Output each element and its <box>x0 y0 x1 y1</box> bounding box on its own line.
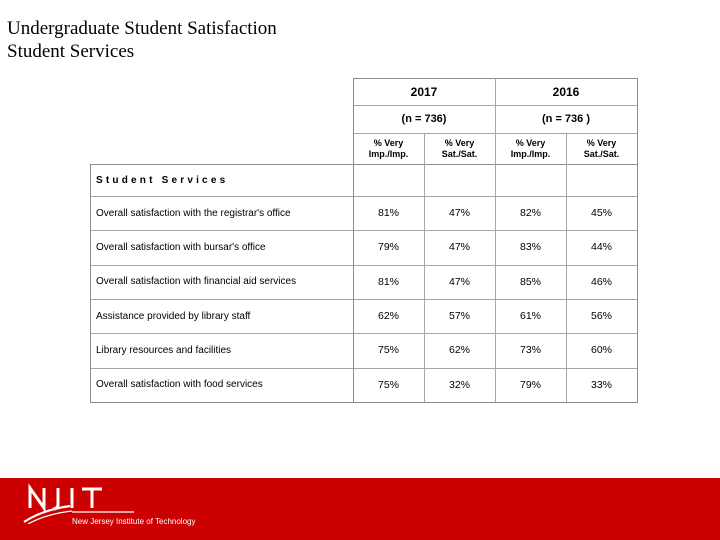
row-value: 79% <box>377 241 399 254</box>
row-value: 47% <box>448 241 470 254</box>
row-value: 83% <box>519 241 541 254</box>
grid-line <box>637 78 638 402</box>
grid-line <box>90 230 638 231</box>
grid-line <box>90 164 91 402</box>
row-label: Overall satisfaction with financial aid services <box>96 276 297 288</box>
row-value: 62% <box>448 344 470 357</box>
row-value: 61% <box>519 310 541 323</box>
logo-subtitle: New Jersey Institute of Technology <box>72 517 196 526</box>
grid-line <box>90 265 638 266</box>
row-label: Overall satisfaction with the registrar's office <box>96 207 291 219</box>
row-value: 82% <box>519 207 541 220</box>
row-value: 44% <box>590 241 612 254</box>
col-header-2016-importance: % Very Imp./Imp. <box>510 137 551 159</box>
n-2017: (n = 736) <box>401 113 447 125</box>
grid-line <box>353 78 354 402</box>
row-value: 47% <box>448 207 470 220</box>
grid-line <box>90 164 638 165</box>
row-value: 33% <box>590 378 612 391</box>
grid-line <box>90 333 638 334</box>
section-label: Student Services <box>96 174 229 186</box>
slide-title <box>7 17 277 63</box>
row-value: 45% <box>590 207 612 220</box>
row-value: 81% <box>377 207 399 220</box>
row-value: 57% <box>448 310 470 323</box>
grid-line <box>90 196 638 197</box>
row-value: 62% <box>377 310 399 323</box>
row-value: 79% <box>519 378 541 391</box>
row-label: Assistance provided by library staff <box>96 310 251 322</box>
n-2016: (n = 736 ) <box>542 113 590 125</box>
col-header-2017-satisfaction: % Very Sat./Sat. <box>441 137 478 159</box>
col-header-2016-satisfaction: % Very Sat./Sat. <box>583 137 620 159</box>
grid-line <box>424 133 425 402</box>
grid-line <box>566 133 567 402</box>
row-value: 85% <box>519 275 541 288</box>
year-2017-header: 2017 <box>410 84 438 99</box>
row-value: 81% <box>377 275 399 288</box>
row-label: Overall satisfaction with food services <box>96 379 263 391</box>
row-value: 60% <box>590 344 612 357</box>
row-value: 75% <box>377 344 399 357</box>
row-label: Library resources and facilities <box>96 344 232 356</box>
row-value: 46% <box>590 275 612 288</box>
grid-line <box>90 299 638 300</box>
title-line-1: Undergraduate Student Satisfaction <box>7 18 277 39</box>
row-value: 32% <box>448 378 470 391</box>
row-value: 75% <box>377 378 399 391</box>
row-value: 73% <box>519 344 541 357</box>
grid-line <box>495 78 496 402</box>
col-header-2017-importance: % Very Imp./Imp. <box>368 137 409 159</box>
year-2016-header: 2016 <box>552 84 580 99</box>
title-line-2: Student Services <box>7 41 135 62</box>
grid-line <box>90 402 638 403</box>
row-label: Overall satisfaction with bursar's office <box>96 241 266 253</box>
row-value: 47% <box>448 275 470 288</box>
row-value: 56% <box>590 310 612 323</box>
grid-line <box>90 368 638 369</box>
